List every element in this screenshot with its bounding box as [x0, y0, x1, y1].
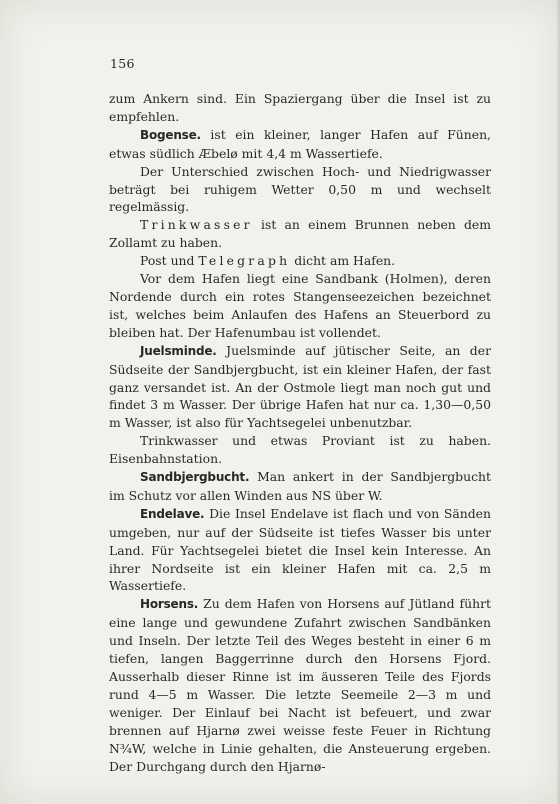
paragraph-bogense-text: ist ein kleiner, langer Hafen auf Fünen, etwas südlich Æbelø mit 4,4 m Wassertiefe. — [109, 126, 491, 161]
paragraph-juelsminde-text: Juelsminde auf jütischer Seite, an der Südseite der Sandbjergbucht, ist ein kleiner Hafen, der fast ganz versandet ist. An der Ostmole liegt man noch gut und findet 3 m Wasser. Der übrige Hafen hat nur ca. 1,30—0,50 m Wasser, ist also für Yachtsegelei unbenutzbar. — [109, 342, 491, 431]
body-text — [109, 90, 491, 775]
page-number: 156 — [110, 56, 135, 71]
paragraph-sandbjergbucht-text: Man ankert in der Sandbjergbucht im Schutz vor allen Winden aus NS über W. — [109, 469, 491, 503]
paragraph-intro-text: zum Ankern sind. Ein Spaziergang über die Insel ist zu empfehlen. — [109, 91, 491, 124]
paragraph-drinking-water — [109, 216, 491, 252]
paragraph-post — [109, 252, 491, 270]
paragraph-endelave — [109, 505, 491, 596]
spaced-word-trinkwasser: Trinkwasser — [140, 217, 253, 233]
paragraph-juelsminde — [109, 342, 491, 433]
paragraph-sandbank — [109, 270, 491, 342]
paragraph-post-end: dicht am Hafen. — [290, 253, 396, 269]
heading-endelave: Endelave. — [140, 506, 205, 521]
paragraph-sandbank-text: Vor dem Hafen liegt eine Sandbank (Holmen), deren Nordende durch ein rotes Stangenseezeichen bezeichnet ist, welches beim Anlaufen des Hafens an Steuerbord zu bleiben hat. Der Hafenumbau ist vollendet. — [109, 271, 491, 340]
paragraph-endelave-text: Die Insel Endelave ist flach und von Sänden umgeben, nur auf der Südseite ist tiefes Wasser bis unter Land. Für Yachtsegelei bietet die Insel kein Interesse. An ihrer Nordseite ist ein kleiner Hafen mit ca. 2,5 m Wassertiefe. — [109, 505, 491, 594]
paragraph-sandbjergbucht — [109, 468, 491, 505]
paragraph-horsens — [109, 595, 491, 775]
heading-bogense: Bogense. — [140, 127, 201, 142]
heading-sandbjergbucht: Sandbjergbucht. — [140, 470, 250, 485]
paragraph-provisions — [109, 432, 491, 468]
paragraph-intro — [109, 90, 491, 126]
paragraph-horsens-text: Zu dem Hafen von Horsens auf Jütland führt eine lange und gewundene Zufahrt zwischen Sandbänken und Inseln. Der letzte Teil des Weges besteht in einer 6 m tiefen, langen Baggerrinne durch den Horsens Fjord. Ausserhalb dieser Rinne ist im äusseren Teile des Fjords rund 4—5 m Wasser. Die letzte Seemeile 2—3 m und weniger. Der Einlauf bei Nacht ist befeuert, und zwar brennen auf Hjarnø zwei weisse feste Feuer in Richtung N¾W, welche in Linie gehalten, die Ansteuerung ergeben. Der Durchgang durch den Hjarnø- — [109, 596, 491, 774]
heading-horsens: Horsens. — [140, 597, 199, 612]
heading-juelsminde: Juelsminde. — [140, 343, 217, 358]
paragraph-tide — [109, 163, 491, 217]
paragraph-provisions-text: Trinkwasser und etwas Proviant ist zu haben. Eisenbahnstation. — [109, 433, 491, 467]
paragraph-drinking-water-text: ist an einem Brunnen neben dem Zollamt zu haben. — [109, 217, 491, 251]
paragraph-post-start: Post und — [140, 253, 199, 269]
page-edge-shadow — [556, 0, 560, 804]
spaced-word-telegraph: Telegraph — [198, 253, 291, 269]
paragraph-bogense — [109, 126, 491, 163]
paragraph-tide-text: Der Unterschied zwischen Hoch- und Niedrigwasser beträgt bei ruhigem Wetter 0,50 m und wechselt regelmässig. — [109, 163, 491, 215]
